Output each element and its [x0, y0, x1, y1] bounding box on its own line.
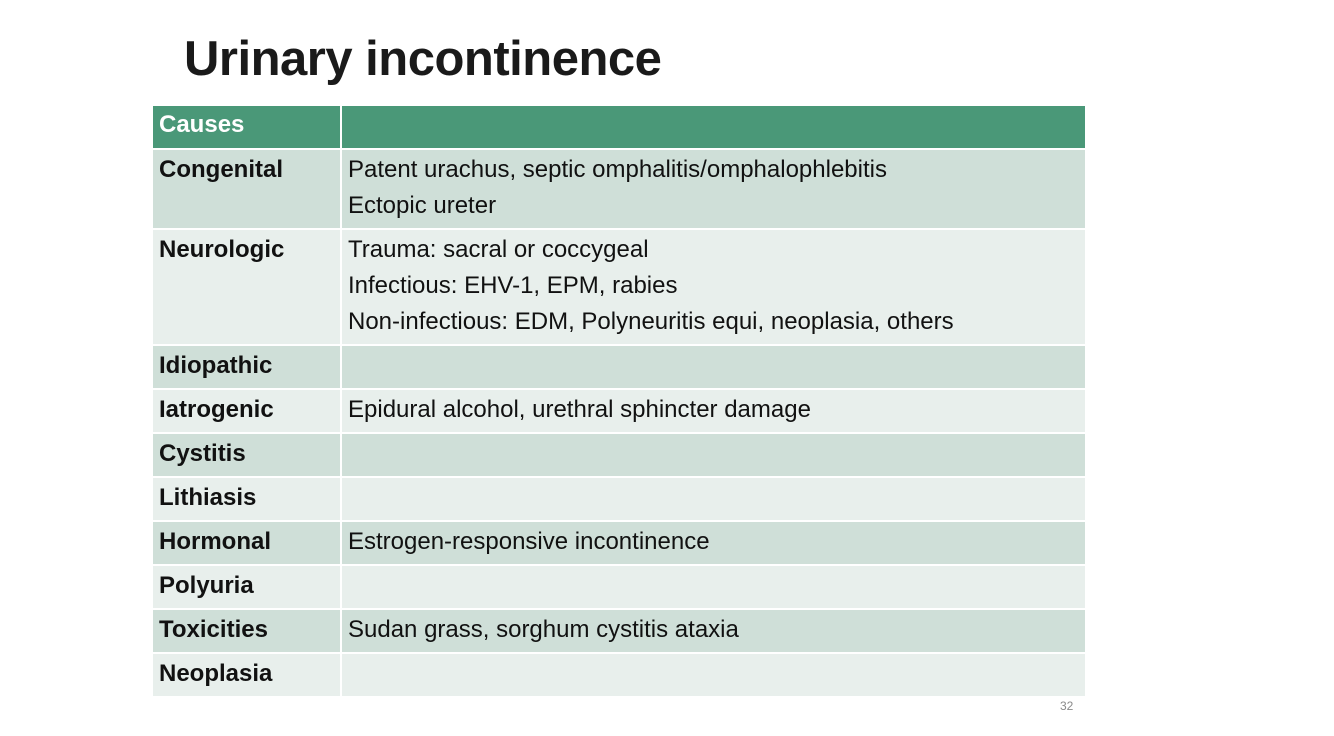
- cause-details: [341, 345, 1086, 389]
- table-row: [152, 565, 1086, 609]
- table-row: [152, 149, 1086, 229]
- detail-line: Non-infectious: EDM, Polyneuritis equi, neoplasia, others: [348, 308, 954, 335]
- cause-name: Neoplasia: [152, 653, 341, 697]
- cause-details: [341, 433, 1086, 477]
- detail-line: Trauma: sacral or coccygeal: [348, 236, 649, 263]
- detail-line: Ectopic ureter: [348, 192, 497, 219]
- detail-line: Estrogen-responsive incontinence: [348, 528, 710, 555]
- table-row: [152, 609, 1086, 653]
- cause-details: [341, 521, 1086, 565]
- cause-name: Neurologic: [152, 229, 341, 345]
- cause-details: [341, 565, 1086, 609]
- cause-details: [341, 389, 1086, 433]
- table-header-row: [152, 105, 1086, 149]
- cause-name: Lithiasis: [152, 477, 341, 521]
- cause-name: Cystitis: [152, 433, 341, 477]
- cause-name: Idiopathic: [152, 345, 341, 389]
- cause-name: Toxicities: [152, 609, 341, 653]
- table-row: [152, 389, 1086, 433]
- detail-line: Patent urachus, septic omphalitis/omphalophlebitis: [348, 156, 887, 183]
- table-row: [152, 477, 1086, 521]
- table-body: [152, 149, 1086, 697]
- cause-details: [341, 609, 1086, 653]
- cause-details: [341, 229, 1086, 345]
- cause-details: [341, 149, 1086, 229]
- cause-name: Congenital: [152, 149, 341, 229]
- causes-table: [151, 104, 1087, 698]
- cause-name: Iatrogenic: [152, 389, 341, 433]
- table-row: [152, 653, 1086, 697]
- cause-details: [341, 653, 1086, 697]
- detail-line: Infectious: EHV-1, EPM, rabies: [348, 272, 678, 299]
- cause-name: Polyuria: [152, 565, 341, 609]
- header-causes: Causes: [152, 105, 341, 149]
- table-row: [152, 521, 1086, 565]
- detail-line: Epidural alcohol, urethral sphincter damage: [348, 396, 811, 423]
- cause-details: [341, 477, 1086, 521]
- page-number: 32: [1060, 699, 1074, 713]
- header-details: [341, 105, 1086, 149]
- table-row: [152, 345, 1086, 389]
- table-row: [152, 229, 1086, 345]
- table-row: [152, 433, 1086, 477]
- cause-name: Hormonal: [152, 521, 341, 565]
- detail-line: Sudan grass, sorghum cystitis ataxia: [348, 616, 739, 643]
- slide-title: Urinary incontinence: [184, 32, 662, 86]
